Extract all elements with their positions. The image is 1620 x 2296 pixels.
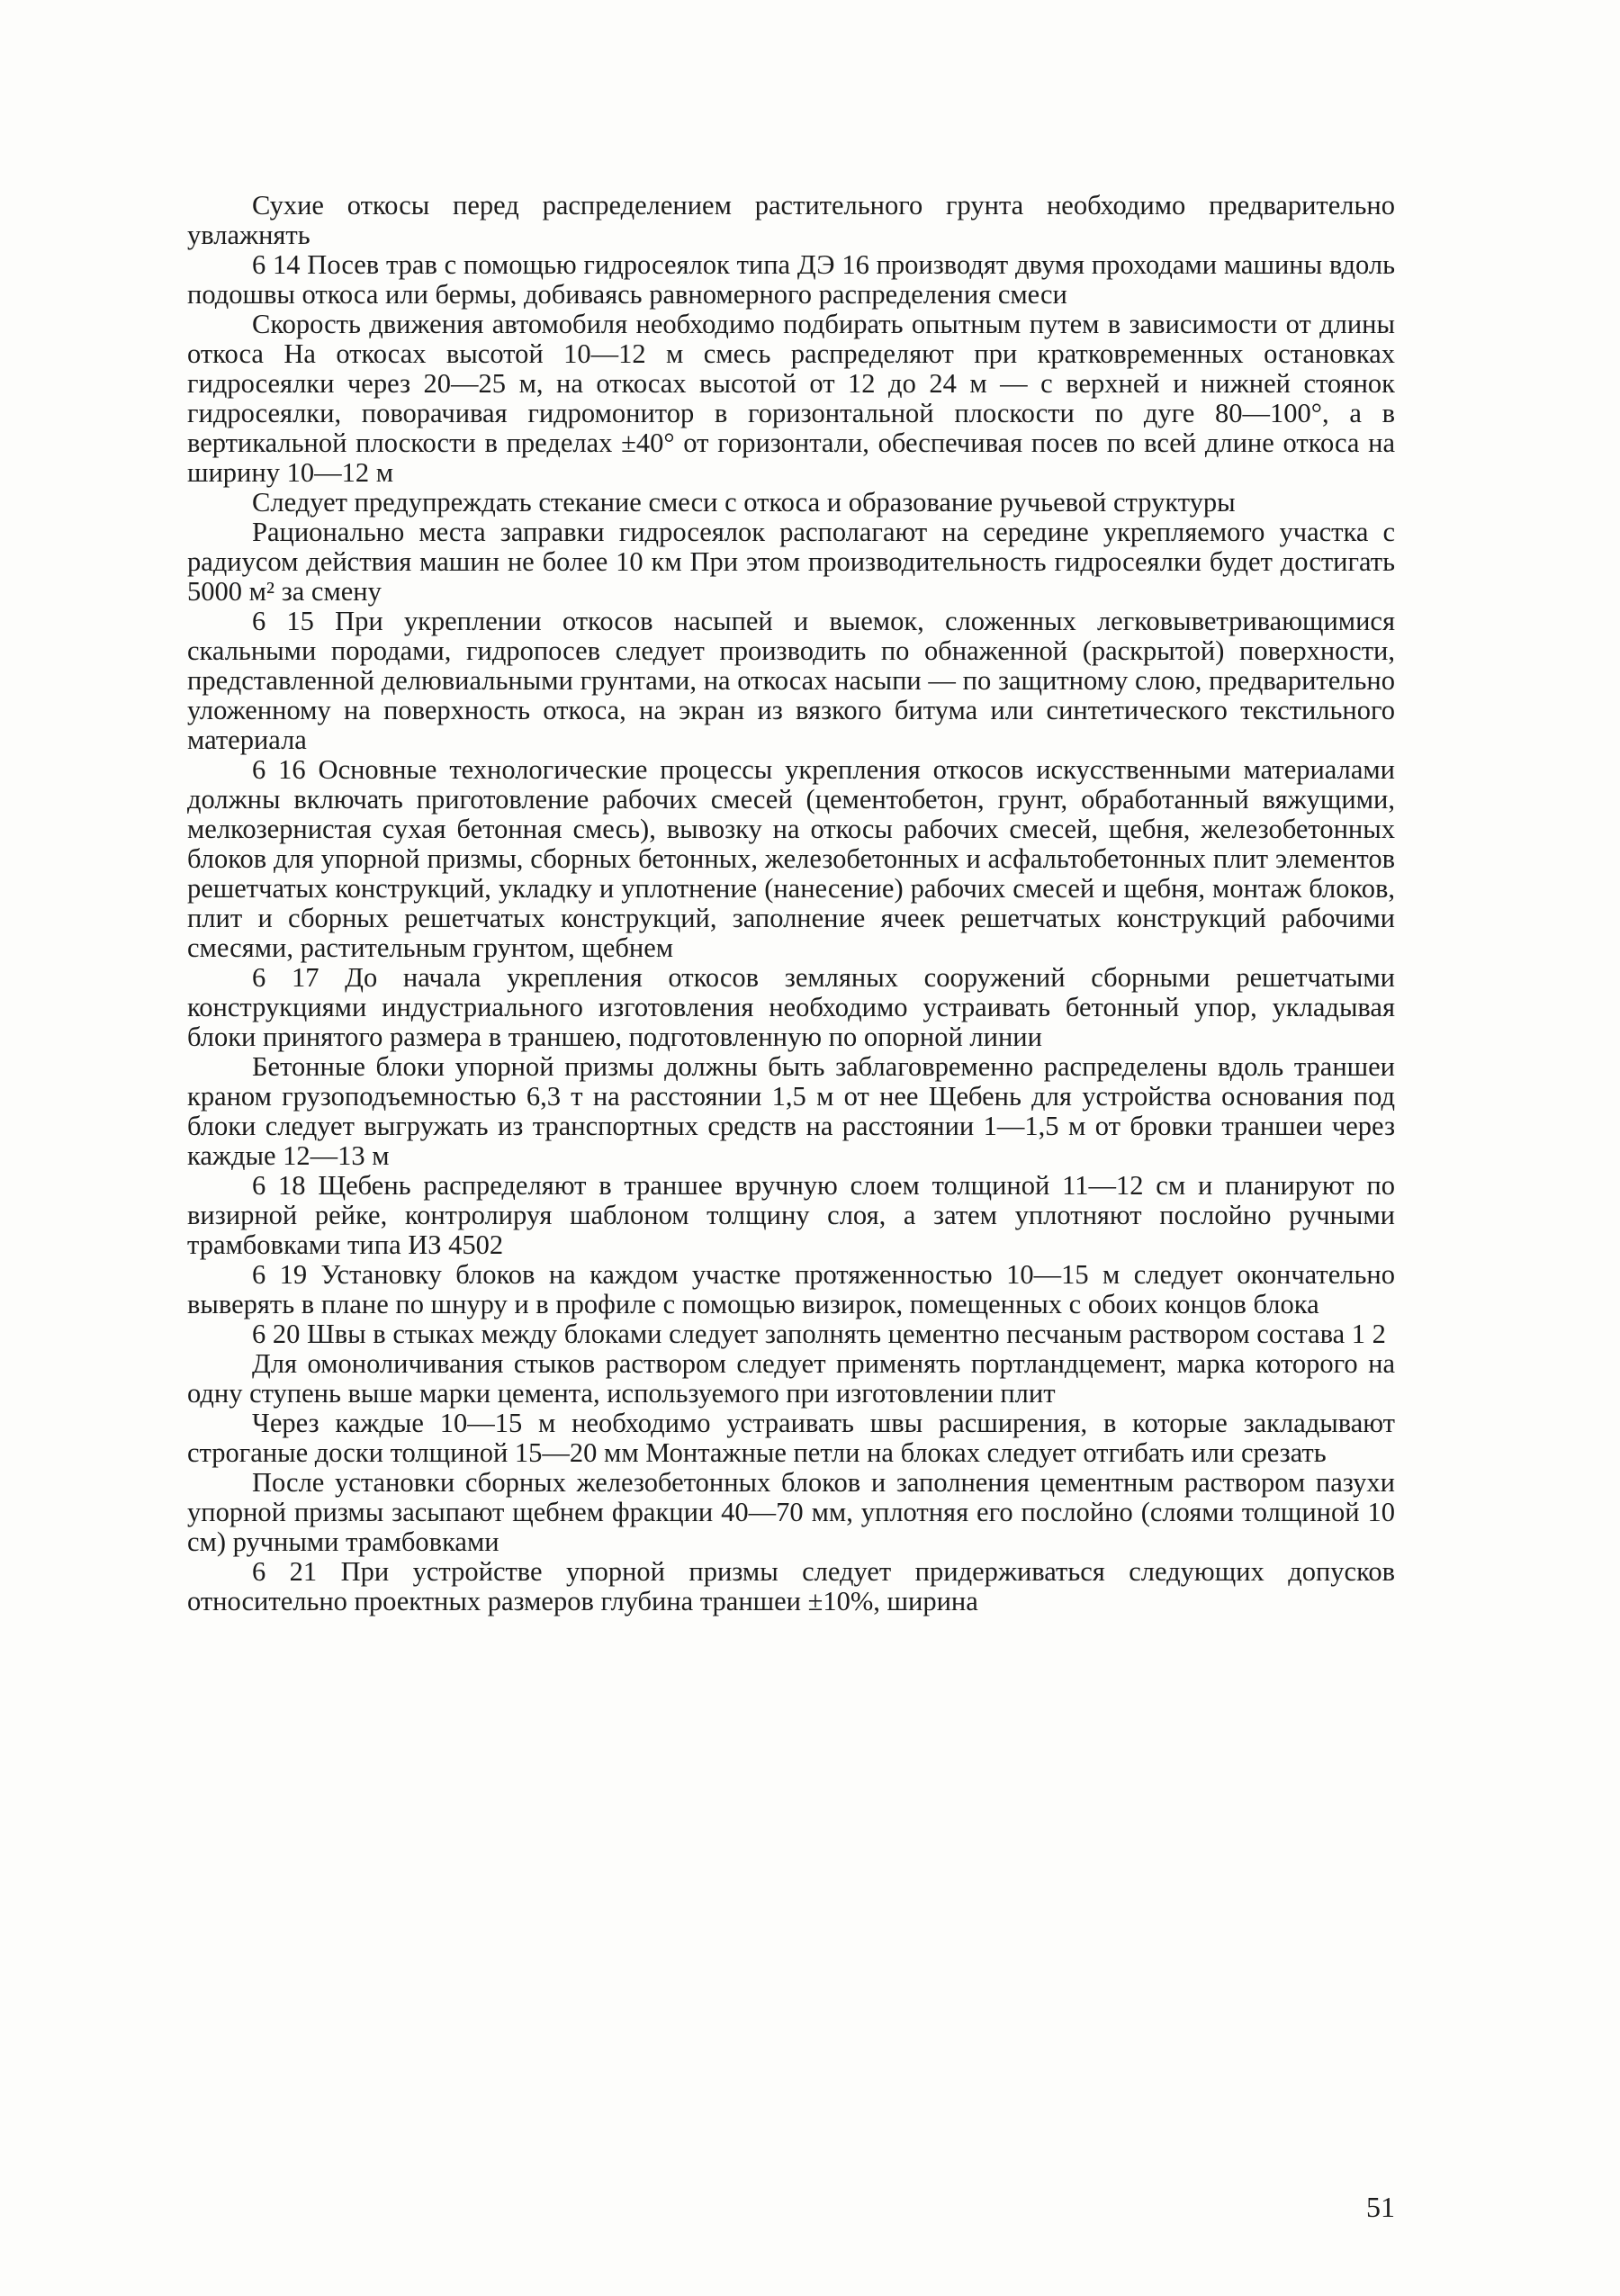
paragraph-monolithic-joints: Для омоноличивания стыков раствором следует применять портландцемент, марка которого на одну ступень выше марки цемента, используемого при изготовлении плит	[187, 1348, 1395, 1409]
paragraph-6-18: 6 18 Щебень распределяют в траншее вручную слоем толщиной 11—12 см и планируют по визирной рейке, контролируя шаблоном толщину слоя, а затем уплотняют послойно ручными трамбовками типа ИЗ 4502	[187, 1170, 1395, 1260]
paragraph-refill-locations: Рационально места заправки гидросеялок располагают на середине укрепляемого участка с радиусом действия машин не более 10 км При этом производительность гидросеялки будет достигать 5000 м² за смену	[187, 517, 1395, 607]
paragraph-6-14: 6 14 Посев трав с помощью гидросеялок типа ДЭ 16 производят двумя проходами машины вдоль подошвы откоса или бермы, добиваясь равномерного распределения смеси	[187, 249, 1395, 310]
paragraph-dry-slopes: Сухие откосы перед распределением растительного грунта необходимо предварительно увлажнять	[187, 190, 1395, 250]
body-text	[187, 191, 1395, 1616]
paragraph-6-20: 6 20 Швы в стыках между блоками следует заполнять цементно песчаным раствором состава 1 2	[252, 1319, 1386, 1349]
paragraph-6-17: 6 17 До начала укрепления откосов земляных сооружений сборными решетчатыми конструкциями индустриального изготовления необходимо устраивать бетонный упор, укладывая блоки принятого размера в траншею, подготовленную по опорной линии	[187, 962, 1395, 1052]
paragraph-vehicle-speed: Скорость движения автомобиля необходимо подбирать опытным путем в зависимости от длины откоса На откосах высотой 10—12 м смесь распределяют при кратковременных остановках гидросеялки через 20—25 м, на откосах высотой от 12 до 24 м — с верхней и нижней стоянок гидросеялки, поворачивая гидромонитор в горизонтальной плоскости по дуге 80—100°, а в вертикальной плоскости в пределах ±40° от горизонтали, обеспечивая посев по всей длине откоса на ширину 10—12 м	[187, 309, 1395, 488]
paragraph-6-19: 6 19 Установку блоков на каждом участке протяженностью 10—15 м следует окончательно выверять в плане по шнуру и в профиле с помощью визирок, помещенных с обоих концов блока	[187, 1259, 1395, 1319]
paragraph-after-installation: После установки сборных железобетонных блоков и заполнения цементным раствором пазухи упорной призмы засыпают щебнем фракции 40—70 мм, уплотняя его послойно (слоями толщиной 10 см) ручными трамбовками	[187, 1467, 1395, 1557]
paragraph-6-21: 6 21 При устройстве упорной призмы следует придерживаться следующих допусков относительно проектных размеров глубина траншеи ±10%, ширина	[187, 1556, 1395, 1616]
paragraph-6-16: 6 16 Основные технологические процессы укрепления откосов искусственными материалами должны включать приготовление рабочих смесей (цементобетон, грунт, обработанный вяжущими, мелкозернистая сухая бетонная смесь), вывозку на откосы рабочих смесей, щебня, железобетонных блоков для упорной призмы, сборных бетонных, железобетонных и асфальтобетонных плит элементов решетчатых конструкций, укладку и уплотнение (нанесение) рабочих смесей и щебня, монтаж блоков, плит и сборных решетчатых конструкций, заполнение ячеек решетчатых конструкций рабочими смесями, растительным грунтом, щебнем	[187, 754, 1395, 963]
page-number: 51	[1366, 2191, 1395, 2223]
paragraph-expansion-joints: Через каждые 10—15 м необходимо устраивать швы расширения, в которые закладывают строганые доски толщиной 15—20 мм Монтажные петли на блоках следует отгибать или срезать	[187, 1408, 1395, 1468]
paragraph-runoff-warning: Следует предупреждать стекание смеси с откоса и образование ручьевой структуры	[252, 487, 1236, 518]
paragraph-6-15: 6 15 При укреплении откосов насыпей и выемок, сложенных легковыветривающимися скальными породами, гидропосев следует производить по обнаженной (раскрытой) поверхности, представленной делювиальными грунтами, на откосах насыпи — по защитному слою, предварительно уложенному на поверхность откоса, на экран из вязкого битума или синтетического текстильного материала	[187, 606, 1395, 755]
paragraph-concrete-blocks: Бетонные блоки упорной призмы должны быть заблаговременно распределены вдоль траншеи краном грузоподъемностью 6,3 т на расстоянии 1,5 м от нее Щебень для устройства основания под блоки следует выгружать из транспортных средств на расстоянии 1—1,5 м от бровки траншеи через каждые 12—13 м	[187, 1051, 1395, 1171]
